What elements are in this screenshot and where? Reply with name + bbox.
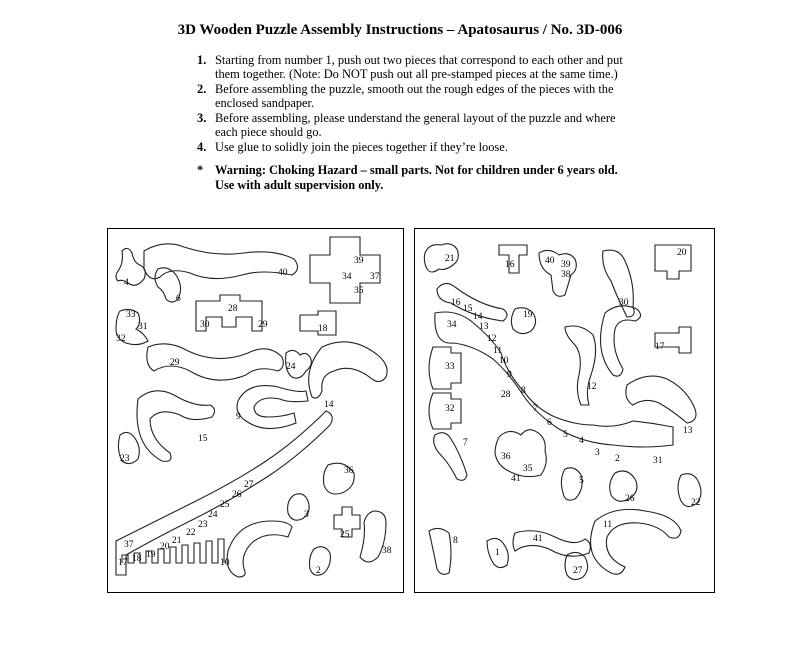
- puzzle-piece: [434, 433, 467, 481]
- piece-label: 35: [523, 464, 533, 474]
- piece-label: 16: [451, 298, 461, 308]
- piece-label: 4: [579, 436, 584, 446]
- piece-label: 10: [499, 356, 509, 366]
- piece-label: 13: [479, 322, 489, 332]
- piece-label: 40: [545, 256, 555, 266]
- piece-label: 25: [340, 530, 350, 540]
- piece-label: 8: [521, 386, 526, 396]
- piece-label: 36: [344, 466, 354, 476]
- piece-label: 20: [677, 248, 687, 258]
- piece-label: 26: [232, 490, 242, 500]
- piece-label: 22: [186, 528, 196, 538]
- warning-line-1: Warning: Choking Hazard – small parts. Not for children under 6 years old.: [215, 163, 618, 177]
- piece-label: 2: [316, 566, 321, 576]
- piece-label: 15: [198, 434, 208, 444]
- instruction-list: [197, 54, 627, 157]
- piece-label: 22: [691, 498, 701, 508]
- puzzle-piece: [147, 344, 283, 380]
- piece-label: 17: [655, 342, 665, 352]
- piece-label: 3: [595, 448, 600, 458]
- piece-label: 41: [533, 534, 543, 544]
- puzzle-piece: [626, 376, 696, 423]
- piece-label: 2: [615, 454, 620, 464]
- piece-labels: [116, 256, 392, 576]
- puzzle-sheet-left-diagram: [108, 229, 405, 594]
- piece-label: 25: [220, 500, 230, 510]
- piece-label: 6: [547, 418, 552, 428]
- step-number: 1.: [197, 53, 207, 67]
- piece-label: 15: [463, 304, 473, 314]
- piece-label: 4: [124, 278, 129, 288]
- puzzle-piece: [237, 386, 308, 429]
- page-title: 3D Wooden Puzzle Assembly Instructions – Apatosaurus / No. 3D-006: [177, 22, 623, 38]
- instruction-step: [197, 112, 627, 139]
- piece-label: 3: [304, 510, 309, 520]
- piece-label: 13: [683, 426, 693, 436]
- piece-label: 34: [447, 320, 457, 330]
- piece-label: 33: [445, 362, 455, 372]
- piece-label: 19: [523, 310, 533, 320]
- piece-label: 23: [120, 454, 130, 464]
- step-text: Use glue to solidly join the pieces together if they’re loose.: [215, 140, 508, 154]
- piece-label: 12: [587, 382, 597, 392]
- step-text: Starting from number 1, push out two pieces that correspond to each other and put them together. (Note: Do NOT push out all pre-stamped pieces at the same time.): [215, 53, 623, 81]
- puzzle-piece: [116, 248, 145, 285]
- piece-label: 38: [561, 270, 571, 280]
- piece-label: 30: [619, 298, 629, 308]
- puzzle-piece: [309, 342, 387, 398]
- puzzle-piece: [429, 528, 451, 574]
- piece-label: 37: [124, 540, 134, 550]
- piece-label: 36: [501, 452, 511, 462]
- piece-label: 11: [603, 520, 613, 530]
- puzzle-piece: [227, 521, 292, 577]
- puzzle-piece: [513, 531, 590, 556]
- piece-label: 37: [370, 272, 380, 282]
- piece-label: 23: [198, 520, 208, 530]
- step-text: Before assembling the puzzle, smooth out the rough edges of the pieces with the enclosed sandpaper.: [215, 82, 614, 110]
- piece-label: 33: [126, 310, 136, 320]
- piece-label: 5: [563, 430, 568, 440]
- piece-label: 16: [505, 260, 515, 270]
- piece-label: 7: [463, 438, 468, 448]
- piece-label: 27: [573, 566, 583, 576]
- piece-label: 39: [354, 256, 364, 266]
- puzzle-piece: [601, 306, 641, 376]
- step-number: 2.: [197, 82, 207, 96]
- piece-label: 6: [176, 294, 181, 304]
- puzzle-piece: [437, 283, 507, 321]
- piece-label: 40: [278, 268, 288, 278]
- puzzle-piece: [565, 326, 596, 405]
- piece-label: 21: [445, 254, 455, 264]
- step-number: 4.: [197, 140, 207, 154]
- puzzle-piece: [144, 244, 298, 279]
- instruction-step: [197, 141, 627, 155]
- step-text: Before assembling, please understand the general layout of the puzzle and where each piece should go.: [215, 111, 616, 139]
- instruction-step: [197, 83, 627, 110]
- piece-label: 34: [342, 272, 352, 282]
- puzzle-sheet-right-diagram: [415, 229, 716, 594]
- piece-label: 12: [487, 334, 497, 344]
- piece-label: 38: [382, 546, 392, 556]
- piece-label: 26: [625, 494, 635, 504]
- piece-label: 29: [170, 358, 180, 368]
- piece-label: 24: [286, 362, 296, 372]
- piece-label: 18: [318, 324, 328, 334]
- piece-label: 32: [445, 404, 455, 414]
- puzzle-sheet-left: [107, 228, 404, 593]
- piece-label: 24: [208, 510, 218, 520]
- piece-label: 35: [354, 286, 364, 296]
- piece-label: 18: [132, 554, 142, 564]
- instruction-step: [197, 54, 627, 81]
- puzzle-piece: [310, 237, 380, 303]
- piece-label: 30: [200, 320, 210, 330]
- puzzle-sheet-right: [414, 228, 715, 593]
- piece-label: 27: [244, 480, 254, 490]
- piece-labels: [445, 248, 701, 576]
- piece-label: 20: [160, 542, 170, 552]
- warning-line-2: Use with adult supervision only.: [215, 177, 384, 192]
- piece-label: 14: [324, 400, 334, 410]
- piece-label: 28: [501, 390, 511, 400]
- piece-label: 21: [172, 536, 182, 546]
- piece-label: 28: [228, 304, 238, 314]
- piece-label: 5: [579, 476, 584, 486]
- piece-label: 29: [258, 320, 268, 330]
- puzzle-piece: [137, 391, 215, 462]
- piece-label: 31: [653, 456, 663, 466]
- piece-label: 41: [511, 474, 521, 484]
- choking-hazard-warning: [197, 163, 657, 192]
- piece-label: 17: [118, 558, 128, 568]
- piece-label: 9: [507, 370, 512, 380]
- piece-label: 39: [561, 260, 571, 270]
- piece-label: 10: [220, 558, 230, 568]
- piece-label: 9: [236, 412, 241, 422]
- piece-label: 19: [146, 550, 156, 560]
- piece-label: 11: [493, 346, 503, 356]
- step-number: 3.: [197, 111, 207, 125]
- warning-asterisk: *: [197, 163, 204, 177]
- piece-label: 31: [138, 322, 148, 332]
- piece-label: 32: [116, 334, 126, 344]
- piece-label: 1: [495, 548, 500, 558]
- piece-label: 8: [453, 536, 458, 546]
- piece-label: 14: [473, 312, 483, 322]
- piece-label: 7: [533, 404, 538, 414]
